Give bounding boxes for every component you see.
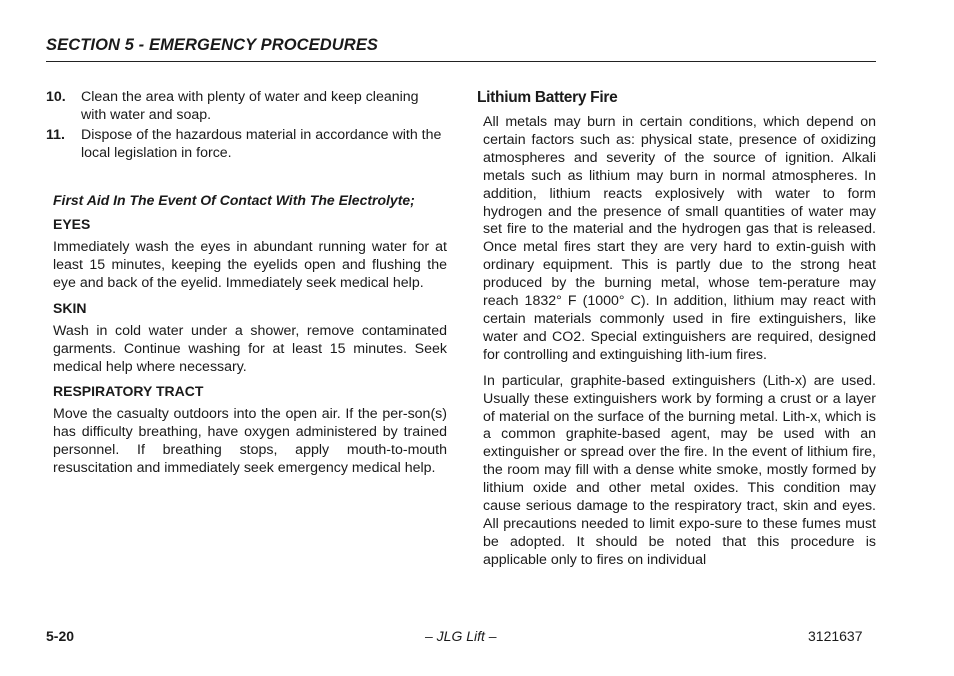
document-number: 3121637 [808, 628, 863, 644]
header-divider [46, 61, 876, 62]
list-number: 10. [46, 89, 66, 105]
skin-heading: SKIN [53, 299, 87, 316]
section-title: SECTION 5 - EMERGENCY PROCEDURES [46, 36, 379, 54]
list-text: Clean the area with plenty of water and keep cleaning with water and soap. [81, 89, 419, 123]
section-header [46, 36, 876, 55]
lithium-fire-heading: Lithium Battery Fire [477, 89, 618, 106]
eyes-heading: EYES [53, 216, 91, 232]
list-item [46, 88, 447, 124]
list-text: Dispose of the hazardous material in accordance with the local legislation in force. [81, 127, 442, 161]
lithium-paragraph-1: All metals may burn in certain conditions, which depend on certain factors such as: physical state, presence of oxidizing atmospheres and severity of the source of ignition. Alkali metals such as lithium may burn in normal atmospheres. In addition, lithium reacts explosively with water to form hydrogen and the presence of small quantities of water may set fire to the material and the hydrogen gas that is released. Once metal fires start they are very hard to extin-guish with ordinary equipment. This is partly due to the strong heat produced by the burning metal, whose tem-perature may reach 1832° F (1000° C). In addition, lithium may react with certain materials commonly used in fire extinguishers, like water and CO2. Special extinguishers are required, designed for controlling and extinguishing lith-ium fires. [483, 114, 876, 363]
lithium-paragraph-2: In particular, graphite-based extinguishers (Lith-x) are used. Usually these extinguishers work by forming a crust or a layer of material on the surface of the burning metal. Lith-x, which is a common graphite-based agent, may be used with an extinguisher or spread over the fire. In the event of lithium fire, the room may fill with a dense white smoke, mostly formed by lithium oxide and other metal oxides. This condition may cause serious damage to the respiratory tract, skin and eyes. All precautions needed to limit expo-sure to these fumes must be adopted. It should be noted that this procedure is applicable only to fires on individual [483, 372, 876, 568]
list-item [46, 126, 447, 162]
respiratory-heading: RESPIRATORY TRACT [53, 383, 204, 400]
skin-paragraph: Wash in cold water under a shower, remove contaminated garments. Continue washing for at least 15 minutes. Seek medical help where necessary. [53, 322, 447, 375]
footer-brand: – JLG Lift – [425, 628, 497, 644]
right-column [476, 88, 876, 570]
eyes-paragraph: Immediately wash the eyes in abundant running water for at least 15 minutes, keeping the eyelids open and flushing the eye and back of the eyelid. Immediately seek medical help. [53, 239, 447, 291]
left-column [46, 88, 447, 478]
respiratory-paragraph: Move the casualty outdoors into the open air. If the per-son(s) has difficulty breathing, have oxygen administered by trained personnel. If breathing stops, apply mouth-to-mouth resuscitation and immediately seek emergency medical help. [53, 406, 447, 477]
first-aid-heading: First Aid In The Event Of Contact With The Electrolyte; [53, 192, 415, 208]
page-number: 5-20 [46, 628, 75, 644]
list-number: 11. [46, 127, 65, 143]
